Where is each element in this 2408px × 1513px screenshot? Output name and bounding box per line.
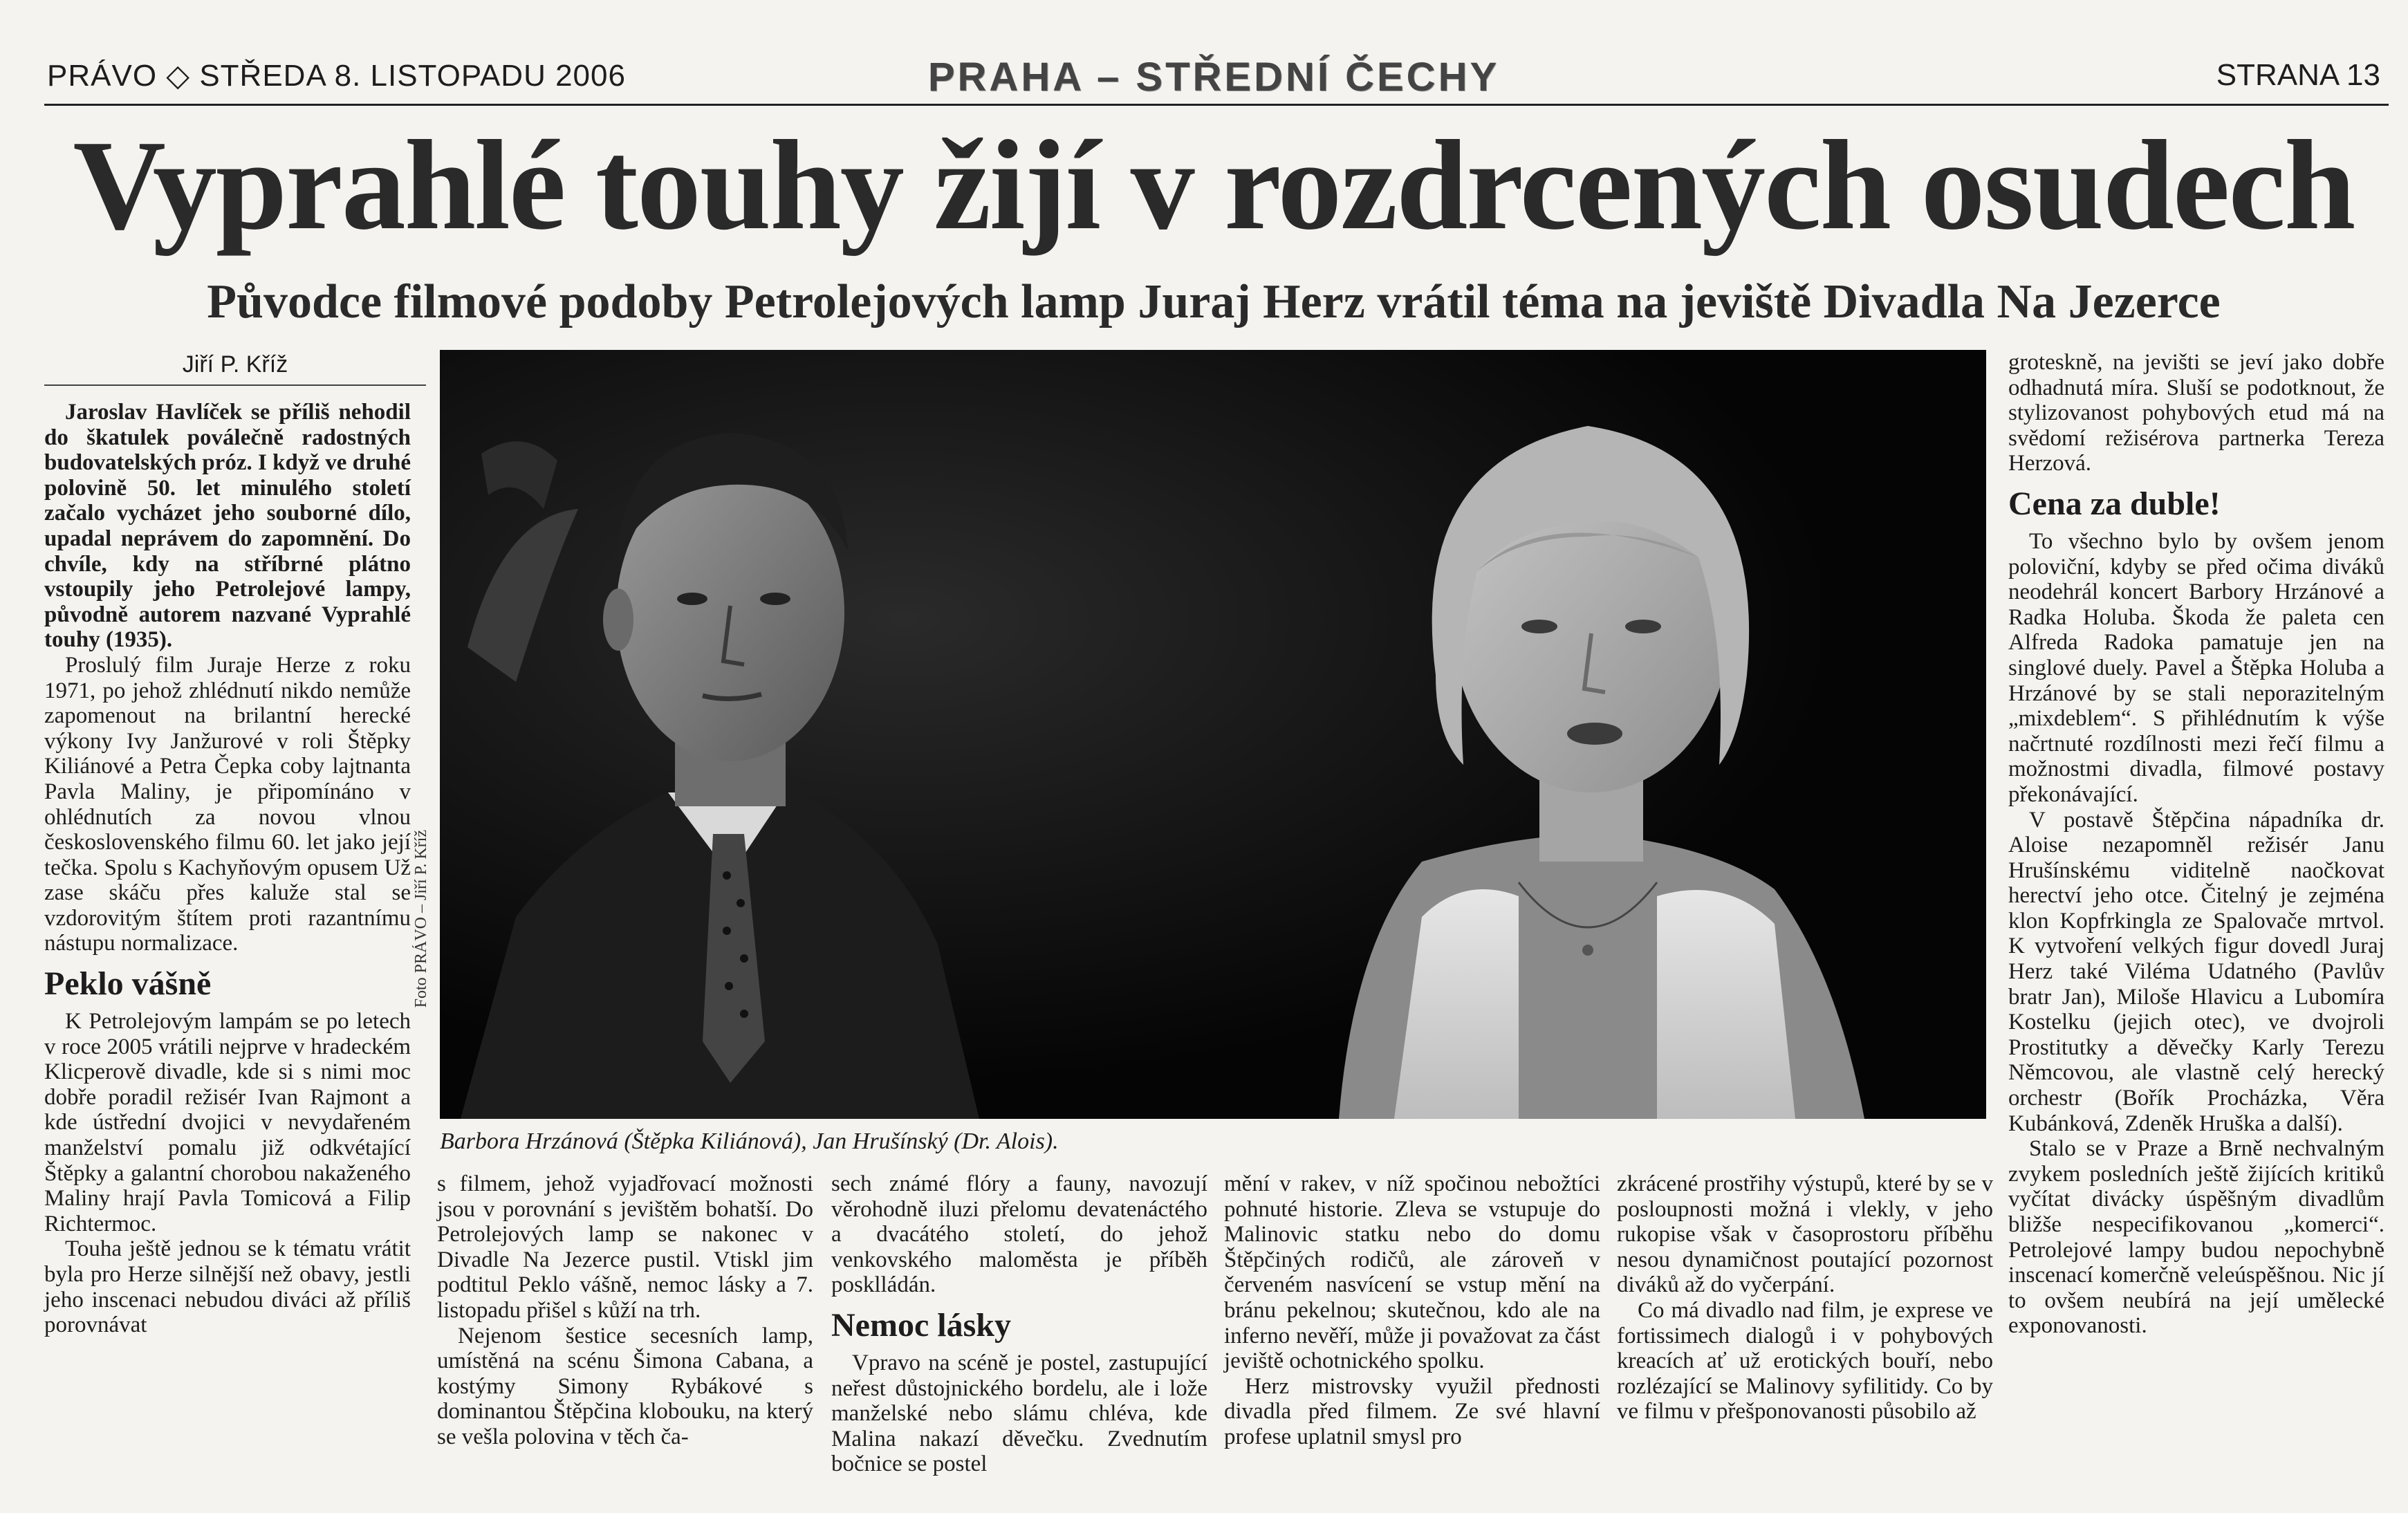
masthead [41,54,2386,109]
byline: Jiří P. Kříž [182,351,288,378]
paragraph: mění v rakev, v níž spočinou nebožtíci pohnuté historie. Zleva se vstupuje do Malinovic statku nebo do domu Štěpčiných rodičů, ale zároveň v červeném nasvícení se vstup mění na bránu pekelnou; skutečnou, kdo ale na inferno nevěří, může ji považovat za část jeviště ochotnického spolku. [1224,1171,1600,1374]
section-title: PRAHA – STŘEDNÍ ČECHY [927,55,1500,100]
byline-rule [44,384,426,386]
paragraph: To všechno bylo by ovšem jenom poloviční, kdyby se před očima diváků neodehrál koncert Barbory Hrzánové a Radka Holuba. Škoda že paleta cen Alfreda Radoka pamatuje jen na singlové duely. Pavel a Štěpka Holuba a Hrzánové by se stali neporazitelným „mixdeblem“. S přihlédnutím k výše načrtnuté rozdílnosti mezi řečí filmu a možnostmi divadla, filmové postavy překonávající. [2008,528,2384,807]
photo-illustration [440,350,1986,1119]
subheading-cena-za-duble: Cena za duble! [2008,485,2221,522]
paragraph: V postavě Štěpčina nápadníka dr. Aloise nezapomněl režisér Janu Hrušínskému viditelně naočkovat herectví jeho otce. Čitelný je zejména klon Kopfrkingla ze Spalovače mrtvol. K vytvoření velkých figur dovedl Juraj Herz také Viléma Udatného (Pavlův bratr Jan), Miloše Hlavicu a Lubomíra Kostelku (jejich otec), ve dvojroli Prostitutky a děvečky Karly Terezu Němcovou, ale vlastně celý herecký orchestr (Bořík Procházka, Věra Kubánková, Zdeněk Hruška a další). [2008,807,2384,1136]
paragraph: K Petrolejovým lampám se po letech v roce 2005 vrátili nejprve v hradeckém Klicperově divadle, kde si s nimi moc dobře poradil režisér Ivan Rajmont a kde ústřední dvojici v nevydařeném manželství pomalu již odkvétající Štěpky a galantní chorobou nakaženého Maliny hrají Pavla Tomicová a Filip Richtermoc. [44,1009,411,1236]
column-1 [44,400,411,1338]
article-photo [440,350,1986,1119]
paragraph: Stalo se v Praze a Brně nechvalným zvykem posledních ještě žijících kritiků vyčítat divácky úspěšným divadlům bližše nespecifikovanou „komerci“. Petrolejové lampy budou nepochybně inscenací komerčně veleúspěšnou. Nic jí to ovšem neubírá na její umělecké exponovanosti. [2008,1136,2384,1339]
masthead-date: PRÁVO ◇ STŘEDA 8. LISTOPADU 2006 [47,59,626,93]
masthead-rule [44,104,2389,106]
subheadline: Původce filmové podoby Petrolejových lamp Juraj Herz vrátil téma na jeviště Divadla Na Jezerce [207,275,2221,328]
column-6 [2008,350,2384,1339]
headline: Vyprahlé touhy žijí v rozdrcených osudech [73,114,2355,257]
paragraph: Co má divadlo nad film, je exprese ve fortissimech dialogů i v pohybových kreacích ať už erotických bouří, nebo rozlézající se Malinovy syfilitidy. Co by ve filmu v přešponovanosti působilo až [1617,1297,1993,1424]
paragraph: zkrácené prostřihy výstupů, které by se v posloupnosti možná i vlekly, v jeho rukopise však v časoprostoru příběhu nesou dynamičnost poutající pozornost diváků až do vyčerpání. [1617,1171,1993,1298]
photo-credit: Foto PRÁVO – Jiří P. Kříž [412,830,430,1008]
paragraph: Herz mistrovsky využil přednosti divadla před filmem. Ze své hlavní profese uplatnil smysl pro [1224,1373,1600,1449]
paragraph: Touha ještě jednou se k tématu vrátit byla pro Herze silnější než obavy, jestli jeho inscenaci nebudou diváci až příliš porovnávat [44,1236,411,1338]
column-3 [831,1171,1207,1477]
paragraph: sech známé flóry a fauny, navozují věrohodně iluzi přelomu devatenáctého a dvacátého století, do jehož venkovského maloměsta je příběh posklládán. [831,1171,1207,1298]
page-number: STRANA 13 [2216,58,2380,92]
column-4 [1224,1171,1600,1450]
column-5 [1617,1171,1993,1424]
lead-paragraph: Jaroslav Havlíček se příliš nehodil do škatulek poválečně radostných budovatelských próz. I když ve druhé polovině 50. let minulého století začalo vycházet jeho souborné dílo, upadal neprávem do zapomnění. Do chvíle, kdy na stříbrné plátno vstoupily jeho Petrolejové lampy, původně autorem nazvané Vyprahlé touhy (1935). [44,400,411,653]
photo-caption: Barbora Hrzánová (Štěpka Kiliánová), Jan Hrušínský (Dr. Alois). [440,1129,1059,1154]
paragraph: s filmem, jehož vyjadřovací možnosti jsou v porovnání s jevištěm bohatší. Do Petrolejových lamp se nakonec v Divadle Na Jezerce pustil. Vtiskl jim podtitul Peklo vášně, nemoc lásky a 7. listopadu přišel s kůží na trh. [437,1171,813,1323]
subheading-peklo-vasne: Peklo vášně [44,965,212,1003]
paragraph: groteskně, na jevišti se jeví jako dobře odhadnutá míra. Sluší se podotknout, že stylizovanost pohybových etud má na svědomí režisérova partnerka Tereza Herzová. [2008,350,2384,476]
subheading-nemoc-lasky: Nemoc lásky [831,1306,1011,1344]
column-2 [437,1171,813,1450]
paragraph: Nejenom šestice secesních lamp, umístěná na scénu Šimona Cabana, a kostýmy Simony Rybákové s dominantou Štěpčina klobouku, na který se vešla polovina v těch ča- [437,1323,813,1449]
paragraph: Proslulý film Juraje Herze z roku 1971, po jehož zhlédnutí nikdo nemůže zapomenout na brilantní herecké výkony Ivy Janžurové v roli Štěpky Kiliánové a Petra Čepka coby lajtnanta Pavla Maliny, je připomínáno v ohlédnutích za novou vlnou československého filmu 60. let jako její tečka. Spolu s Kachyňovým opusem Už zase skáču přes kaluže stal se vzdorovitým štítem proti razantnímu nástupu normalizace. [44,652,411,956]
paragraph: Vpravo na scéně je postel, zastupující neřest důstojnického bordelu, ale i lože manželské nebo slámu chléva, kde Malina nakazí děvečku. Zvednutím bočnice se postel [831,1350,1207,1477]
